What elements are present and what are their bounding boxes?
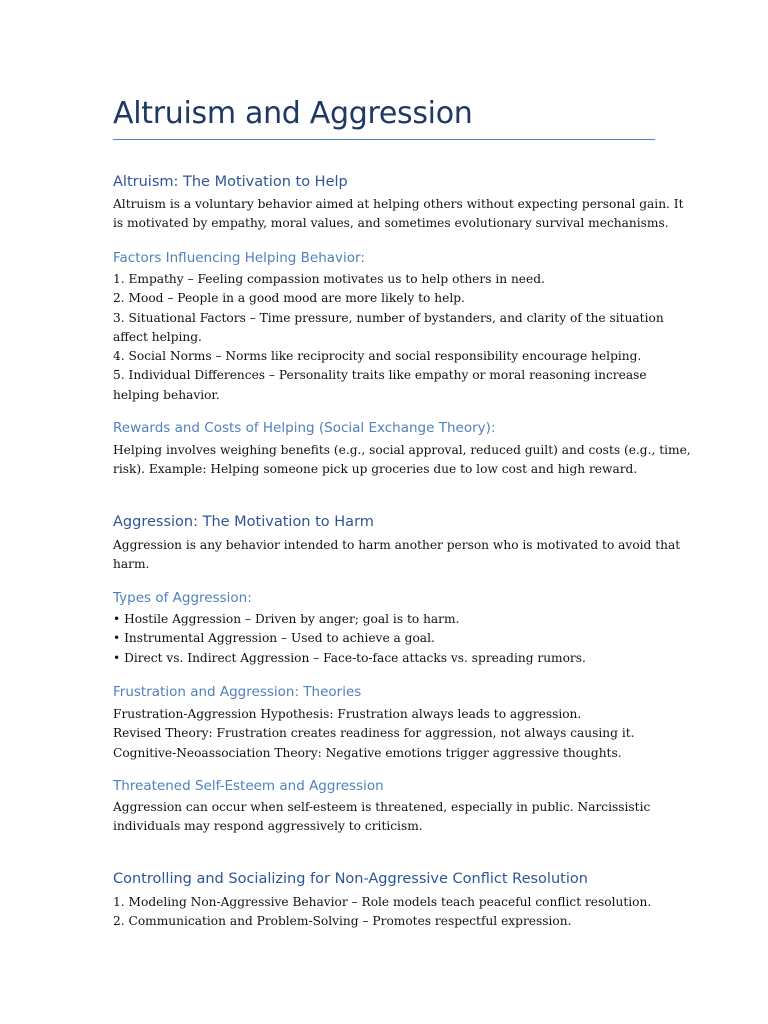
rewards-line-1: Helping involves weighing benefits (e.g., social approval, reduced guilt) and costs (e.g., time, [113, 443, 691, 457]
frustration-paragraph [113, 705, 655, 763]
controlling-line-1: 1. Modeling Non-Aggressive Behavior – Role models teach peaceful conflict resolution. [113, 895, 652, 909]
frustration-heading: Frustration and Aggression: Theories [113, 684, 362, 700]
types-heading: Types of Aggression: [113, 590, 252, 606]
factors-line-1: 1. Empathy – Feeling compassion motivates us to help others in need. [113, 272, 545, 286]
factors-line-7: helping behavior. [113, 387, 220, 402]
self-esteem-heading: Threatened Self-Esteem and Aggression [113, 778, 384, 794]
self-esteem-paragraph [113, 798, 655, 837]
controlling-list [113, 893, 655, 932]
factors-line-6: 5. Individual Differences – Personality traits like empathy or moral reasoning increase [113, 368, 647, 383]
altruism-intro-line-1: Altruism is a voluntary behavior aimed at helping others without expecting personal gain. It [113, 197, 684, 211]
aggression-intro-line-2: harm. [113, 557, 150, 572]
factors-list [113, 270, 664, 405]
factors-heading: Factors Influencing Helping Behavior: [113, 250, 365, 266]
self-esteem-line-1: Aggression can occur when self-esteem is threatened, especially in public. Narcissistic [113, 800, 651, 814]
aggression-heading: Aggression: The Motivation to Harm [113, 514, 374, 530]
aggression-intro-line-1: Aggression is any behavior intended to harm another person who is motivated to avoid that [113, 538, 681, 552]
altruism-intro-line-2: is motivated by empathy, moral values, and sometimes evolutionary survival mechanisms. [113, 216, 669, 231]
types-list [113, 610, 655, 668]
frustration-line-2: Revised Theory: Frustration creates readiness for aggression, not always causing it. [113, 726, 635, 741]
factors-line-3: 3. Situational Factors – Time pressure, number of bystanders, and clarity of the situation [113, 310, 664, 325]
altruism-intro [113, 195, 684, 234]
aggression-intro [113, 536, 681, 575]
document-title: Altruism and Aggression [113, 96, 473, 131]
factors-line-4: affect helping. [113, 329, 202, 344]
title-divider [113, 139, 655, 140]
types-line-2: • Instrumental Aggression – Used to achieve a goal. [113, 631, 435, 646]
frustration-line-3: Cognitive-Neoassociation Theory: Negative emotions trigger aggressive thoughts. [113, 745, 622, 760]
rewards-line-2: risk). Example: Helping someone pick up groceries due to low cost and high reward. [113, 462, 638, 477]
rewards-heading: Rewards and Costs of Helping (Social Exchange Theory): [113, 420, 496, 436]
self-esteem-line-2: individuals may respond aggressively to criticism. [113, 819, 423, 834]
altruism-heading: Altruism: The Motivation to Help [113, 174, 348, 190]
controlling-line-2: 2. Communication and Problem-Solving – Promotes respectful expression. [113, 914, 572, 929]
controlling-heading: Controlling and Socializing for Non-Aggressive Conflict Resolution [113, 871, 588, 887]
factors-line-5: 4. Social Norms – Norms like reciprocity and social responsibility encourage helping. [113, 349, 642, 364]
factors-line-2: 2. Mood – People in a good mood are more likely to help. [113, 291, 465, 306]
types-line-3: • Direct vs. Indirect Aggression – Face-to-face attacks vs. spreading rumors. [113, 650, 586, 665]
frustration-line-1: Frustration-Aggression Hypothesis: Frustration always leads to aggression. [113, 707, 582, 721]
types-line-1: • Hostile Aggression – Driven by anger; goal is to harm. [113, 612, 460, 626]
rewards-paragraph [113, 441, 691, 480]
